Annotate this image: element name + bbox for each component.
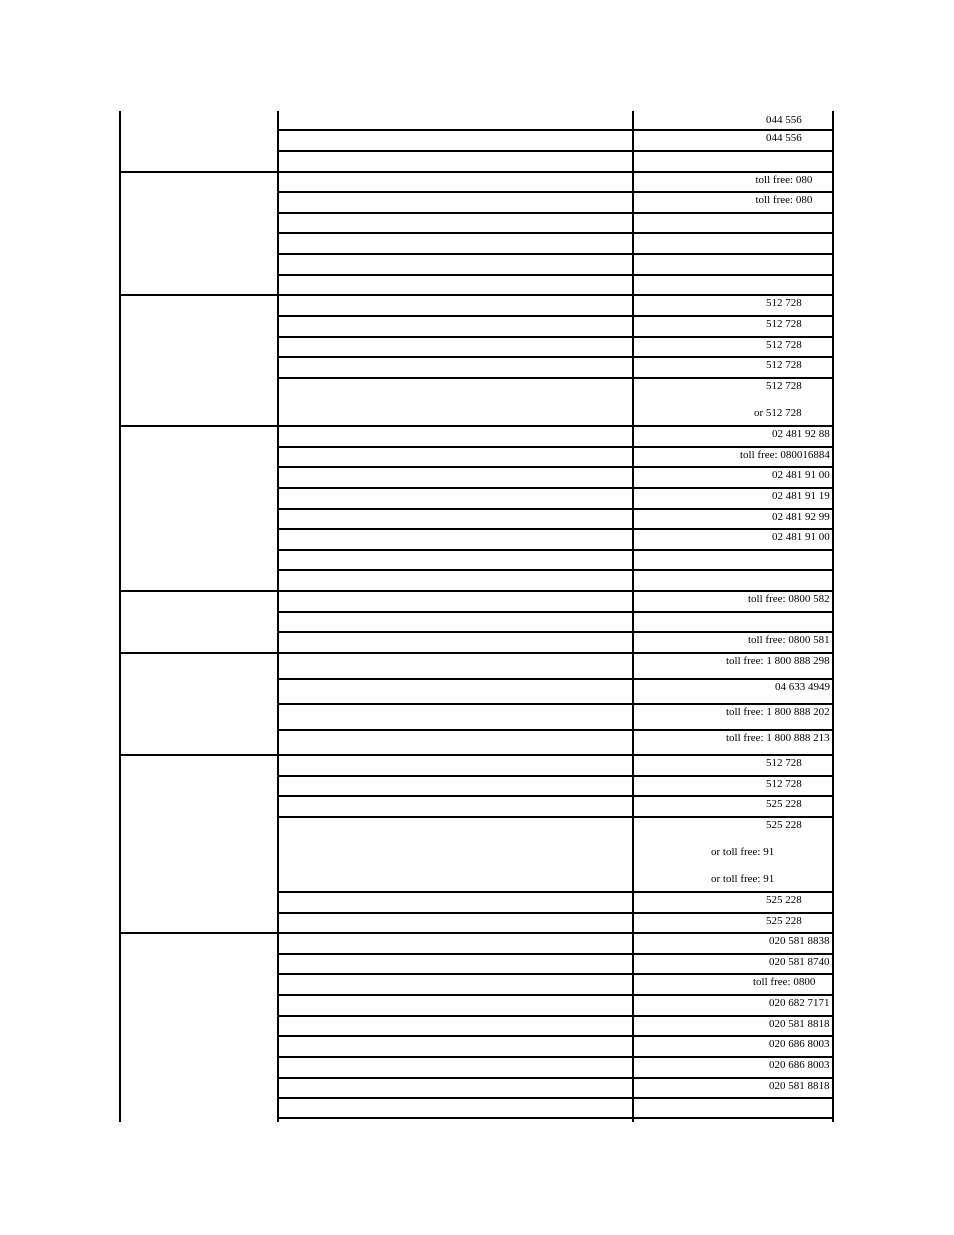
phone-cell-text: 512 728	[766, 297, 802, 309]
table-row-rule	[277, 729, 834, 731]
table-row-rule	[277, 590, 834, 592]
table-group-rule	[119, 652, 279, 654]
table-vertical-rule	[832, 111, 834, 1122]
phone-cell-text: 512 728	[766, 757, 802, 769]
table-row-rule	[277, 652, 834, 654]
table-row-rule	[277, 1097, 834, 1099]
table-row-rule	[277, 611, 834, 613]
table-group-rule	[119, 932, 279, 934]
phone-cell-text: 525 228	[766, 798, 802, 810]
table-row-rule	[277, 775, 834, 777]
table-row-rule	[277, 377, 834, 379]
phone-cell-text: or toll free: 91	[711, 873, 775, 885]
phone-cell-text: 020 686 8003	[769, 1059, 830, 1071]
table-row-rule	[277, 425, 834, 427]
phone-cell-text: 512 728	[766, 359, 802, 371]
table-row-rule	[277, 232, 834, 234]
table-row-rule	[277, 1056, 834, 1058]
table-group-rule	[119, 754, 279, 756]
phone-cell-text: 512 728	[766, 778, 802, 790]
table-row-rule	[277, 703, 834, 705]
phone-cell-text: 02 481 91 00	[772, 531, 830, 543]
phone-cell-text: 512 728	[766, 318, 802, 330]
phone-cell-text: toll free: 1 800 888 298	[726, 655, 830, 667]
table-row-rule	[277, 171, 834, 173]
table-row-rule	[277, 129, 834, 131]
table-row-rule	[277, 891, 834, 893]
phone-cell-text: 02 481 92 99	[772, 511, 830, 523]
phone-cell-text: 020 581 8740	[769, 956, 830, 968]
table-row-rule	[277, 932, 834, 934]
table-group-rule	[119, 590, 279, 592]
table-row-rule	[277, 631, 834, 633]
phone-cell-text: 020 581 8818	[769, 1080, 830, 1092]
table-vertical-rule	[277, 111, 279, 1122]
phone-cell-text: 512 728	[766, 380, 802, 392]
phone-cell-text: 020 581 8838	[769, 935, 830, 947]
table-row-rule	[277, 678, 834, 680]
table-vertical-rule	[632, 111, 634, 1122]
table-row-rule	[277, 973, 834, 975]
phone-cell-text: 525 228	[766, 819, 802, 831]
phone-cell-text: 044 556	[766, 114, 802, 126]
phone-cell-text: 044 556	[766, 132, 802, 144]
table-row-rule	[277, 528, 834, 530]
phone-cell-text: toll free: 0800	[753, 976, 816, 988]
table-row-rule	[277, 356, 834, 358]
phone-cell-text: 02 481 92 88	[772, 428, 830, 440]
table-row-rule	[277, 912, 834, 914]
table-group-rule	[119, 294, 279, 296]
table-row-rule	[277, 1117, 834, 1119]
table-row-rule	[277, 191, 834, 193]
phone-cell-text: toll free: 1 800 888 213	[726, 732, 830, 744]
phone-cell-text: toll free: 0800 582	[748, 593, 830, 605]
phone-cell-text: 020 581 8818	[769, 1018, 830, 1030]
table-row-rule	[277, 549, 834, 551]
phone-cell-text: toll free: 080	[755, 174, 813, 186]
phone-cell-text: toll free: 1 800 888 202	[726, 706, 830, 718]
phone-cell-text: toll free: 080	[755, 194, 813, 206]
table-row-rule	[277, 315, 834, 317]
phone-cell-text: toll free: 080016884	[740, 449, 830, 461]
phone-cell-text: 04 633 4949	[775, 681, 830, 693]
table-row-rule	[277, 253, 834, 255]
table-row-rule	[277, 274, 834, 276]
table-row-rule	[277, 487, 834, 489]
table-row-rule	[277, 466, 834, 468]
table-row-rule	[277, 1077, 834, 1079]
phone-cell-text: 020 686 8003	[769, 1038, 830, 1050]
table-row-rule	[277, 294, 834, 296]
table-row-rule	[277, 994, 834, 996]
table-row-rule	[277, 953, 834, 955]
table-row-rule	[277, 569, 834, 571]
phone-cell-text: toll free: 0800 581	[748, 634, 830, 646]
phone-cell-text: 525 228	[766, 894, 802, 906]
table-row-rule	[277, 816, 834, 818]
phone-cell-text: or toll free: 91	[711, 846, 775, 858]
phone-cell-text: 020 682 7171	[769, 997, 830, 1009]
table-row-rule	[277, 212, 834, 214]
table-row-rule	[277, 795, 834, 797]
table-row-rule	[277, 336, 834, 338]
phone-cell-text: 02 481 91 19	[772, 490, 830, 502]
phone-cell-text: 525 228	[766, 915, 802, 927]
phone-cell-text: 512 728	[766, 339, 802, 351]
table-group-rule	[119, 171, 279, 173]
table-vertical-rule	[119, 111, 121, 1122]
table-row-rule	[277, 754, 834, 756]
table-row-rule	[277, 150, 834, 152]
table-row-rule	[277, 446, 834, 448]
table-row-rule	[277, 1015, 834, 1017]
table-row-rule	[277, 1035, 834, 1037]
phone-cell-text: or 512 728	[754, 407, 802, 419]
phone-cell-text: 02 481 91 00	[772, 469, 830, 481]
table-row-rule	[277, 508, 834, 510]
table-group-rule	[119, 425, 279, 427]
